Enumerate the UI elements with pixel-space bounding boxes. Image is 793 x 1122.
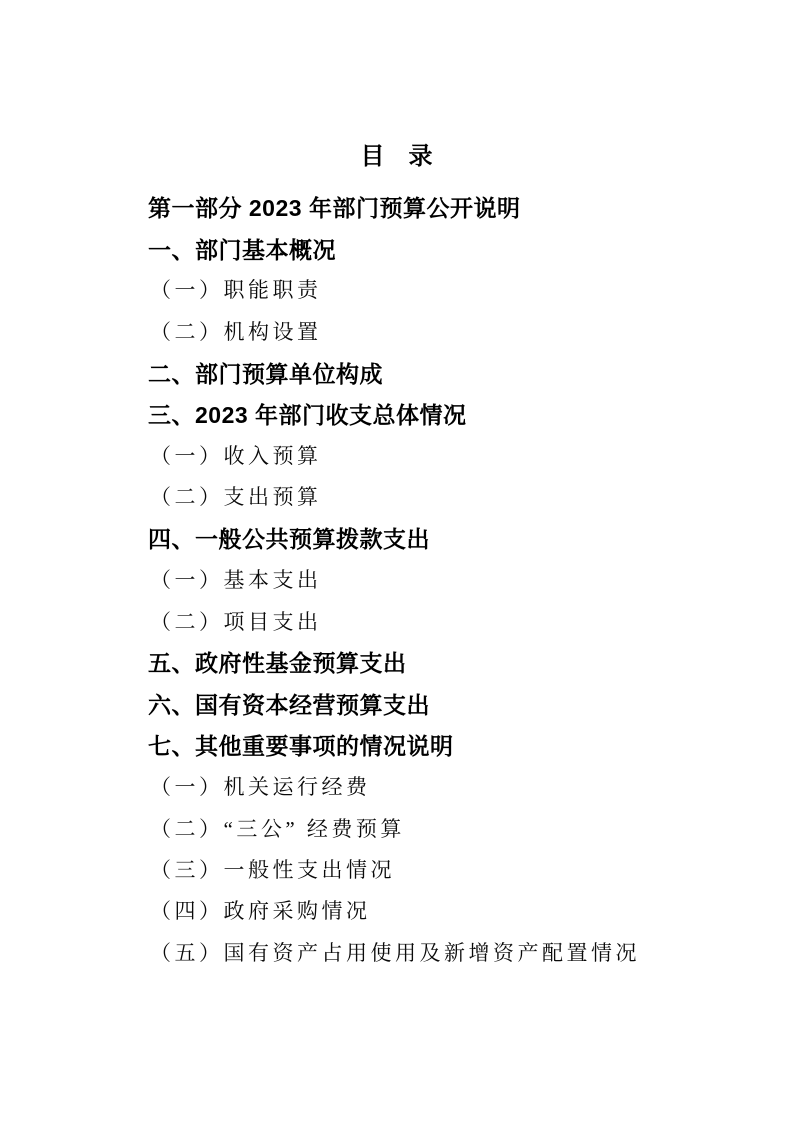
toc-item: 四、一般公共预算拨款支出 (148, 526, 430, 553)
toc-item: （二）“三公” 经费预算 (150, 816, 405, 841)
document-title: 目 录 (360, 143, 433, 170)
toc-item: （三）一般性支出情况 (150, 857, 395, 882)
toc-item: 七、其他重要事项的情况说明 (148, 733, 454, 760)
toc-item: 五、政府性基金预算支出 (148, 650, 407, 677)
toc-item: 六、国有资本经营预算支出 (148, 691, 430, 718)
toc-item: （一）职能职责 (150, 278, 322, 303)
toc-item: （二）项目支出 (150, 609, 322, 634)
toc-item: 三、2023 年部门收支总体情况 (148, 402, 467, 429)
toc-item: （一）机关运行经费 (150, 775, 371, 800)
toc-item: （二）机构设置 (150, 319, 322, 344)
toc-item: （二）支出预算 (150, 485, 322, 510)
toc-item: （一）基本支出 (150, 568, 322, 593)
toc-item: （五）国有资产占用使用及新增资产配置情况 (150, 940, 640, 965)
toc-item: （四）政府采购情况 (150, 899, 371, 924)
toc-item: 第一部分 2023 年部门预算公开说明 (148, 195, 521, 222)
table-of-contents (148, 186, 645, 972)
toc-item: 二、部门预算单位构成 (148, 360, 383, 387)
toc-item: 一、部门基本概况 (148, 236, 336, 263)
toc-item: （一）收入预算 (150, 444, 322, 469)
